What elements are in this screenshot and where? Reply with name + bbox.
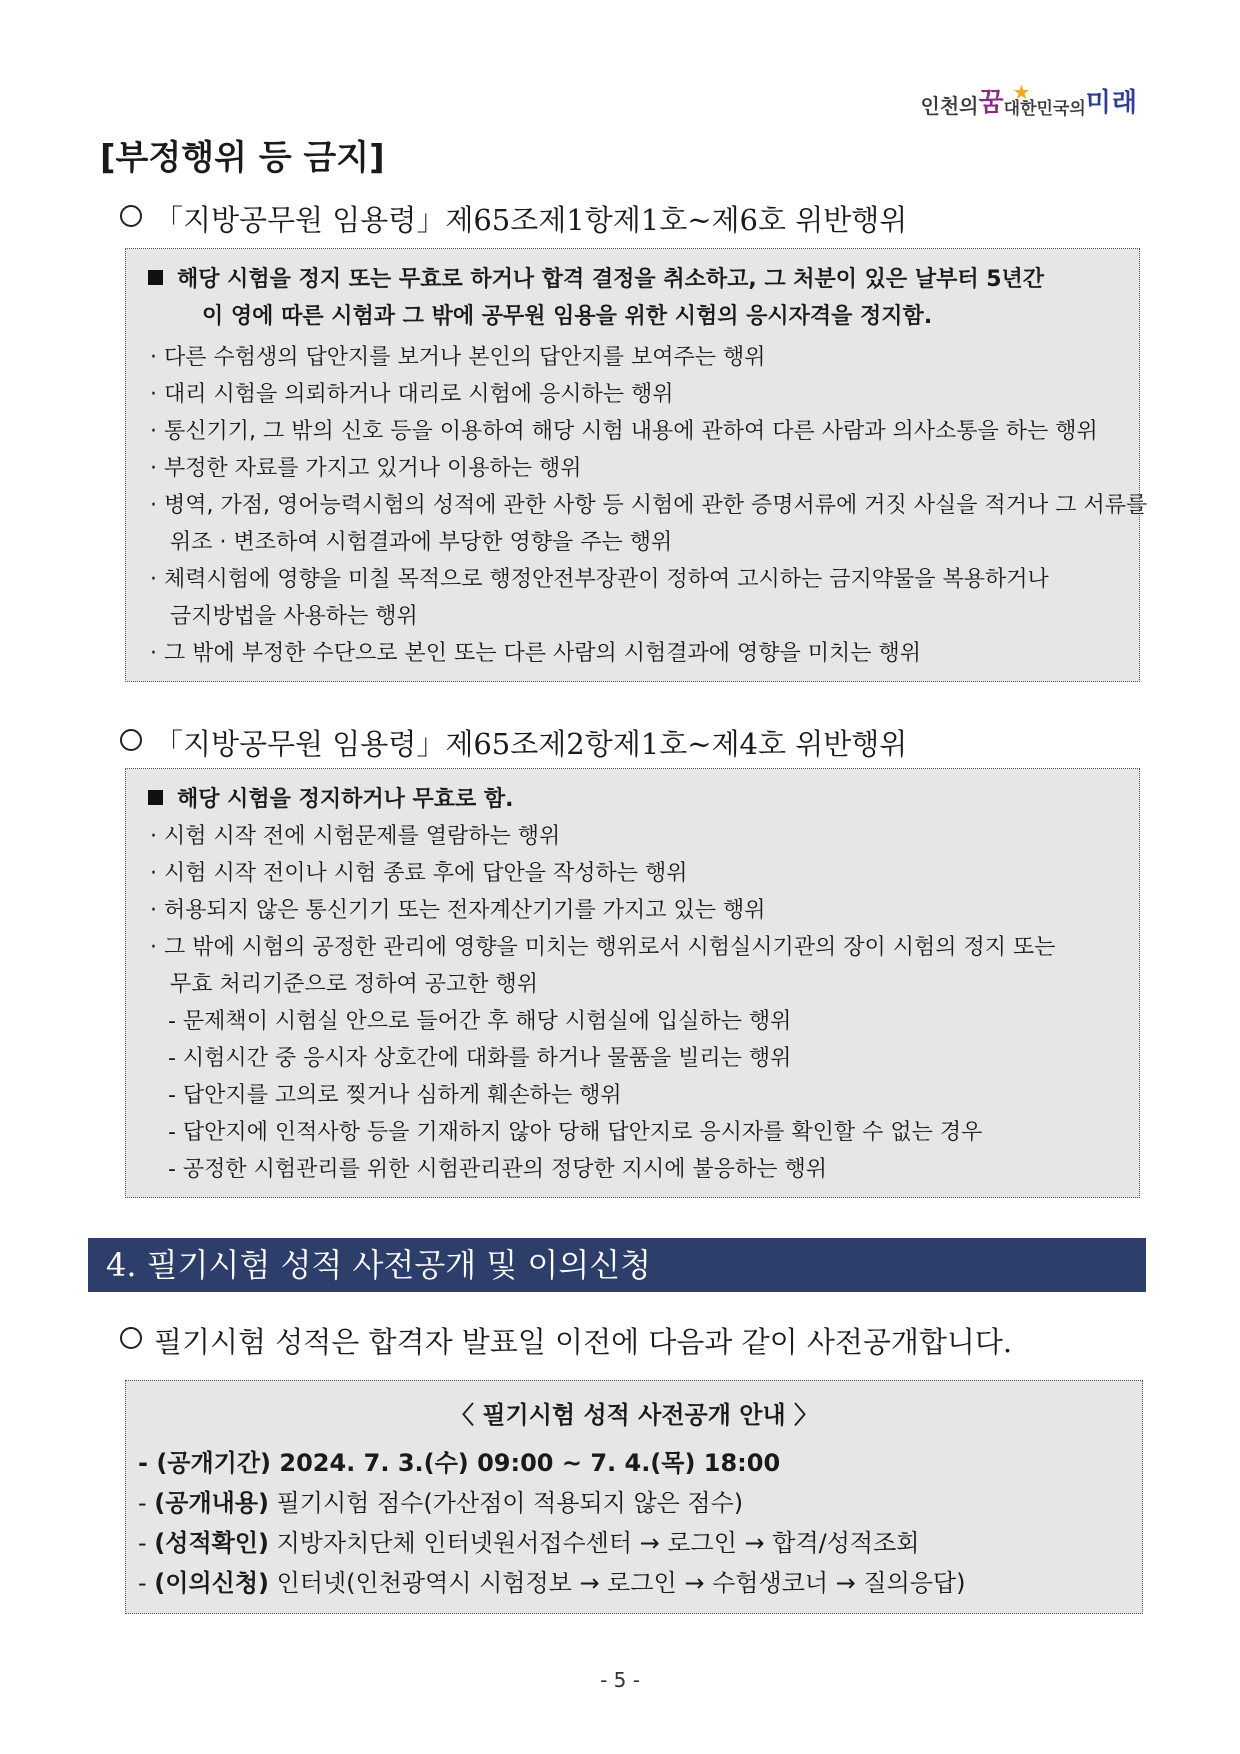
square-bullet-icon <box>148 790 163 805</box>
notice-box <box>125 1380 1143 1614</box>
square-bullet-icon <box>148 270 163 285</box>
rule2-subitem-5: - 공정한 시험관리를 위한 시험관리관의 정당한 지시에 불응하는 행위 <box>168 1157 827 1182</box>
rule2-subitem-2: - 시험시간 중 응시자 상호간에 대화를 하거나 물품을 빌리는 행위 <box>168 1046 792 1071</box>
rule2-lead <box>148 781 1121 818</box>
rule1-box <box>125 248 1148 682</box>
circle-bullet-icon <box>120 205 142 227</box>
rule1-heading-text: 「지방공무원 임용령」제65조제1항제1호~제6호 위반행위 <box>154 203 908 237</box>
rule1-lead-line2: 이 영에 따른 시험과 그 밖에 공무원 임용을 위한 시험의 응시자격을 정지함. <box>202 304 933 329</box>
rule2-lead-text: 해당 시험을 정지하거나 무효로 함. <box>177 787 514 812</box>
rule1-heading <box>120 198 907 239</box>
star-icon: ★ <box>1012 80 1031 104</box>
rule1-lead <box>148 261 1121 335</box>
rule2-subitem-4: - 답안지에 인적사항 등을 기재하지 않아 당해 답안지로 응시자를 확인할 수 없는 경우 <box>168 1120 983 1145</box>
rule1-lead-line1: 해당 시험을 정지 또는 무효로 하거나 합격 결정을 취소하고, 그 처분이 있은 날부터 5년간 <box>177 267 1045 292</box>
rule1-item-5: · 병역, 가점, 영어능력시험의 성적에 관한 사항 등 시험에 관한 증명서류에 거짓 사실을 적거나 그 서류를 <box>150 493 1148 518</box>
rule2-heading <box>120 722 907 763</box>
logo-text-dream: 꿈 <box>978 88 1004 118</box>
rule2-item-2: · 시험 시작 전이나 시험 종료 후에 답안을 작성하는 행위 <box>150 861 688 886</box>
logo-text-future: 미래 <box>1085 88 1138 118</box>
rule2-item-4-cont: 무효 처리기준으로 정하여 공고한 행위 <box>170 972 539 997</box>
notice-title: 〈 필기시험 성적 사전공개 안내 〉 <box>450 1401 818 1429</box>
circle-bullet-icon <box>120 729 142 751</box>
rule2-heading-text: 「지방공무원 임용령」제65조제2항제1호~제4호 위반행위 <box>154 727 908 761</box>
notice-line-period: - (공개기간) 2024. 7. 3.(수) 09:00 ~ 7. 4.(목) 18:00 <box>138 1449 781 1477</box>
rule1-item-5-cont: 위조 · 변조하여 시험결과에 부당한 영향을 주는 행위 <box>170 530 673 555</box>
logo-text-korea: 대한민국의 <box>1003 99 1086 119</box>
notice-line-content: - (공개내용) 필기시험 점수(가산점이 적용되지 않은 점수) <box>138 1489 744 1517</box>
section4-intro-text: 필기시험 성적은 합격자 발표일 이전에 다음과 같이 사전공개합니다. <box>154 1325 1013 1359</box>
rule1-item-3: · 통신기기, 그 밖의 신호 등을 이용하여 해당 시험 내용에 관하여 다른 사람과 의사소통을 하는 행위 <box>150 419 1098 444</box>
section4-header: 4. 필기시험 성적 사전공개 및 이의신청 <box>88 1238 1146 1292</box>
logo <box>921 82 1138 126</box>
rule1-item-4: · 부정한 자료를 가지고 있거나 이용하는 행위 <box>150 456 582 481</box>
rule2-box <box>125 768 1140 1198</box>
rule2-subitem-1: - 문제책이 시험실 안으로 들어간 후 해당 시험실에 입실하는 행위 <box>168 1009 792 1034</box>
circle-bullet-icon <box>120 1327 142 1349</box>
section-title: [부정행위 등 금지] <box>100 138 385 178</box>
notice-line-appeal: - (이의신청) 인터넷(인천광역시 시험정보 → 로그인 → 수험생코너 → 질의응답) <box>138 1569 966 1597</box>
section4-intro <box>120 1320 1012 1361</box>
rule2-item-4: · 그 밖에 시험의 공정한 관리에 영향을 미치는 행위로서 시험실시기관의 장이 시험의 정지 또는 <box>150 935 1056 960</box>
rule1-item-6: · 체력시험에 영향을 미칠 목적으로 행정안전부장관이 정하여 고시하는 금지약물을 복용하거나 <box>150 567 1049 592</box>
rule2-item-3: · 허용되지 않은 통신기기 또는 전자계산기기를 가지고 있는 행위 <box>150 898 766 923</box>
rule1-item-2: · 대리 시험을 의뢰하거나 대리로 시험에 응시하는 행위 <box>150 382 674 407</box>
rule1-item-1: · 다른 수험생의 답안지를 보거나 본인의 답안지를 보여주는 행위 <box>150 345 766 370</box>
rule2-subitem-3: - 답안지를 고의로 찢거나 심하게 훼손하는 행위 <box>168 1083 622 1108</box>
page-number: - 5 - <box>600 1668 640 1692</box>
rule1-item-6-cont: 금지방법을 사용하는 행위 <box>170 604 418 629</box>
rule2-item-1: · 시험 시작 전에 시험문제를 열람하는 행위 <box>150 824 561 849</box>
logo-text-incheon: 인천의 <box>920 94 979 118</box>
notice-line-check: - (성적확인) 지방자치단체 인터넷원서접수센터 → 로그인 → 합격/성적조회 <box>138 1529 920 1557</box>
rule1-item-7: · 그 밖에 부정한 수단으로 본인 또는 다른 사람의 시험결과에 영향을 미치는 행위 <box>150 641 921 666</box>
